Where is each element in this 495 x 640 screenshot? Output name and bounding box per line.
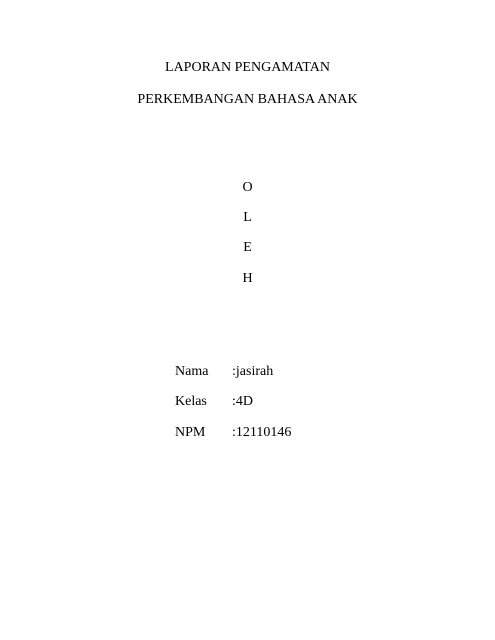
info-value-npm: :12110146 (232, 425, 292, 440)
oleh-letter-o: O (242, 180, 253, 195)
info-value-nama: :jasirah (232, 364, 274, 379)
info-value-kelas: :4D (232, 394, 253, 409)
info-label-nama: Nama (175, 364, 209, 379)
info-label-kelas: Kelas (175, 394, 207, 409)
oleh-letter-h: H (242, 271, 253, 286)
title-line-1: LAPORAN PENGAMATAN (165, 60, 330, 75)
oleh-letter-e: E (243, 240, 252, 255)
title-line-2: PERKEMBANGAN BAHASA ANAK (137, 92, 358, 107)
info-label-npm: NPM (175, 425, 206, 440)
oleh-letter-l: L (243, 210, 252, 225)
